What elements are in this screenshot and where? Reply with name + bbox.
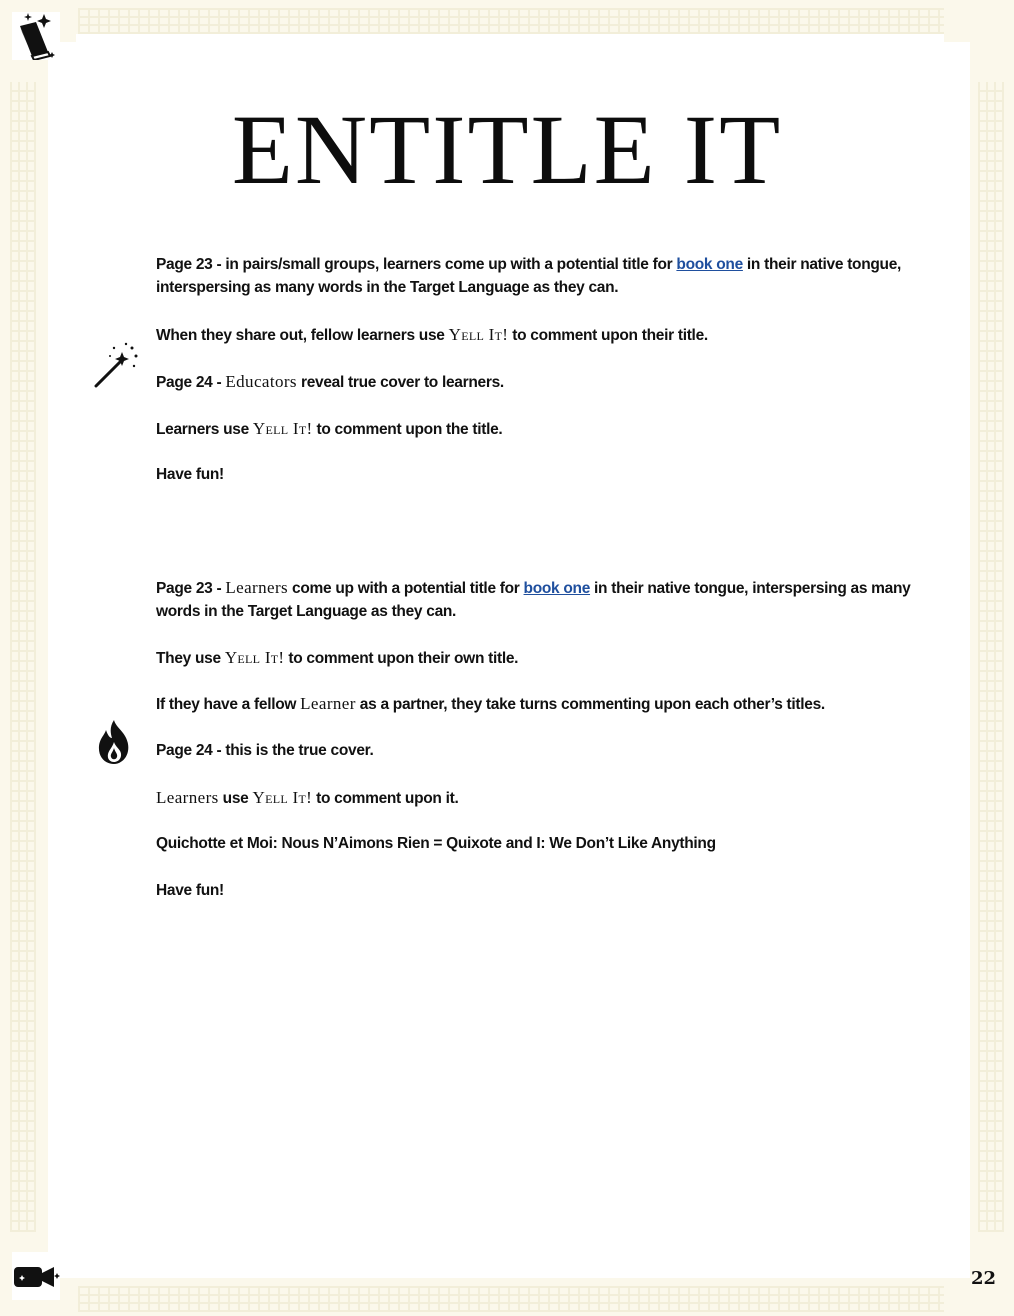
section2-p2-text: They use bbox=[156, 650, 225, 667]
yell-it-term: Yell It! bbox=[224, 648, 285, 667]
section1-paragraph-4 bbox=[156, 417, 926, 441]
section1-p3-text-end: reveal true cover to learners. bbox=[296, 374, 504, 391]
page-sheet-top bbox=[76, 34, 944, 44]
decorative-border-bottom bbox=[78, 1286, 944, 1312]
section1-p1-text: Page 23 - in pairs/small groups, learners come up with a potential title for bbox=[156, 256, 677, 273]
yell-it-term: Yell It! bbox=[252, 419, 313, 438]
section2-paragraph-7: Have fun! bbox=[156, 882, 224, 899]
yell-it-term: Yell It! bbox=[448, 325, 509, 344]
section1-paragraph-5: Have fun! bbox=[156, 466, 224, 483]
book-sparkle-icon bbox=[12, 12, 60, 60]
section1-p4-text-end: to comment upon the title. bbox=[312, 421, 503, 438]
section2-p1-text-end: in their native tongue, interspersing as many words in the Target Language as they can. bbox=[156, 580, 911, 620]
learners-term: Learners bbox=[156, 788, 219, 807]
section2-p1-text-mid: come up with a potential title for bbox=[288, 580, 524, 597]
section2-p2-text-end: to comment upon their own title. bbox=[284, 650, 519, 667]
section1-paragraph-2 bbox=[156, 323, 926, 347]
decorative-border-left bbox=[10, 82, 36, 1232]
section2-paragraph-5 bbox=[156, 786, 926, 810]
section2-paragraph-2 bbox=[156, 646, 926, 670]
section2-paragraph-4: Page 24 - this is the true cover. bbox=[156, 742, 374, 759]
decorative-border-top bbox=[78, 8, 944, 34]
page-title: ENTITLE IT bbox=[231, 94, 783, 205]
section2-p3-text: If they have a fellow bbox=[156, 696, 301, 713]
decorative-border-right bbox=[978, 82, 1004, 1232]
educators-term: Educators bbox=[225, 372, 297, 391]
section1-paragraph-3 bbox=[156, 370, 926, 394]
page-number: 22 bbox=[970, 1268, 996, 1289]
learner-term: Learner bbox=[300, 694, 356, 713]
book-one-link[interactable]: book one bbox=[523, 580, 591, 597]
section2-paragraph-1 bbox=[156, 576, 926, 623]
section2-paragraph-6: Quichotte et Moi: Nous N’Aimons Rien = Quixote and I: We Don’t Like Anything bbox=[156, 835, 716, 852]
section1-p4-text: Learners use bbox=[156, 421, 253, 438]
magic-wand-icon bbox=[94, 342, 140, 395]
section1-p2-text: When they share out, fellow learners use bbox=[156, 327, 449, 344]
section1-p3-text: Page 24 - bbox=[156, 374, 226, 391]
section2-p5-text-end: to comment upon it. bbox=[312, 790, 459, 807]
section1-p1-text-end: in their native tongue, interspersing as many words in the Target Language as they can. bbox=[156, 256, 902, 296]
section2-paragraph-3 bbox=[156, 692, 926, 716]
flame-icon bbox=[96, 718, 132, 771]
section1-p2-text-end: to comment upon their title. bbox=[508, 327, 708, 344]
section2-p3-text-end: as a partner, they take turns commenting upon each other’s titles. bbox=[355, 696, 825, 713]
video-camera-sparkle-icon bbox=[12, 1252, 60, 1300]
section2-p5-text: use bbox=[218, 790, 253, 807]
section2-p1-text: Page 23 - bbox=[156, 580, 226, 597]
learners-term: Learners bbox=[225, 578, 289, 597]
section1-paragraph-1 bbox=[156, 253, 926, 299]
yell-it-term: Yell It! bbox=[252, 788, 313, 807]
book-one-link[interactable]: book one bbox=[676, 256, 743, 273]
